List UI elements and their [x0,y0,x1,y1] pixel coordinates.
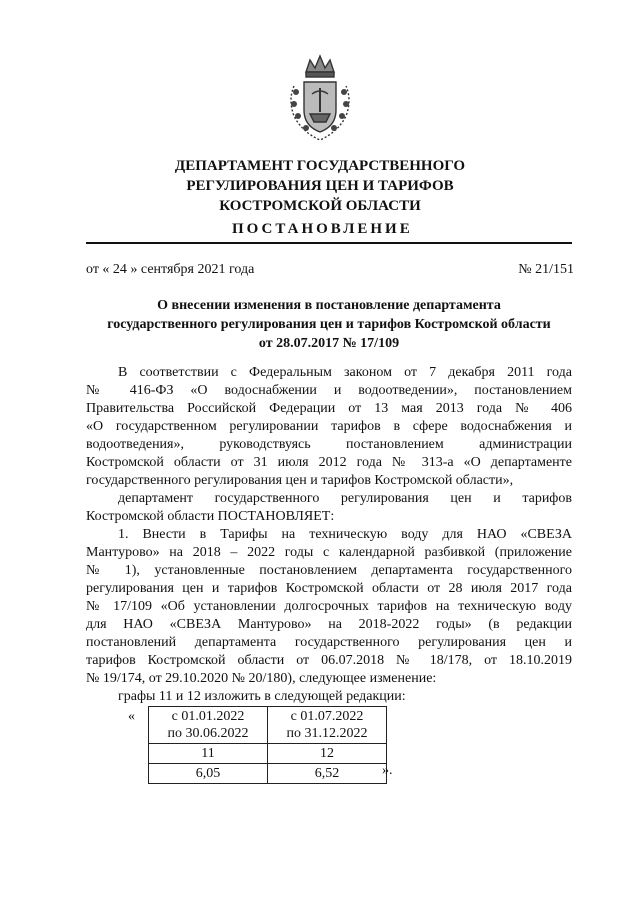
tariff-value-cell: 6,05 [149,764,268,784]
header-divider [86,242,572,244]
subject-line-1: О внесении изменения в постановление департамента [157,298,501,313]
body-line: регулирования цен и тарифов Костромской области от 28 июля 2017 года [86,581,572,596]
table-close-quote: ». [382,763,393,778]
table-header-cell [268,707,387,744]
document-number: № 21/151 [518,262,574,277]
table-open-quote: « [128,709,135,724]
column-number-cell: 11 [149,744,268,764]
body-line: 1. Внести в Тарифы на техническую воду для НАО «СВЕЗА [118,527,572,542]
body-line: Правительства Российской Федерации от 13 мая 2013 года № 406 [86,401,572,416]
subject-line-2: государственного регулирования цен и тарифов Костромской области [107,317,551,332]
body-line: «О государственном регулировании тарифов в сфере водоснабжения и [86,419,572,434]
period-end: по 30.06.2022 [167,726,249,741]
body-line: № 416-ФЗ «О водоснабжении и водоотведении», постановлением [86,383,572,398]
body-line: Костромской области ПОСТАНОВЛЯЕТ: [86,509,335,524]
period-end: по 31.12.2022 [286,726,368,741]
table-row [149,707,387,744]
table-row [149,764,387,784]
period-start: с 01.07.2022 [290,709,364,724]
table-row [149,744,387,764]
body-line: департамент государственного регулирования цен и тарифов [118,491,572,506]
body-line: тарифов Костромской области от 06.07.2018 № 18/178, от 18.10.2019 [86,653,572,668]
body-line: № 19/174, от 29.10.2020 № 20/180), следующее изменение: [86,671,437,686]
body-line: № 1), установленные постановлением департамента государственного [86,563,572,578]
org-name-line-3: КОСТРОМСКОЙ ОБЛАСТИ [219,198,421,214]
column-number-cell: 12 [268,744,387,764]
body-line: В соответствии с Федеральным законом от 7 декабря 2011 года [118,365,572,380]
body-line: водоотведения», руководствуясь постановлением администрации [86,437,572,452]
table-header-cell [149,707,268,744]
body-line: Мантурово» на 2018 – 2022 годы с календарной разбивкой (приложение [86,545,572,560]
period-start: с 01.01.2022 [171,709,245,724]
coat-of-arms-emblem [284,52,356,146]
body-line: постановлений департамента государственного регулирования цен и [86,635,572,650]
body-line: графы 11 и 12 изложить в следующей редакции: [118,689,406,704]
body-line: государственного регулирования цен и тарифов Костромской области», [86,473,514,488]
tariff-table [148,706,387,784]
tariff-value-cell: 6,52 [268,764,387,784]
org-name-line-1: ДЕПАРТАМЕНТ ГОСУДАРСТВЕННОГО [174,158,466,174]
document-type-title: ПОСТАНОВЛЕНИЕ [232,221,413,237]
subject-line-3: от 28.07.2017 № 17/109 [258,336,400,351]
document-date: от « 24 » сентября 2021 года [86,262,255,277]
body-line: № 17/109 «Об установлении долгосрочных тарифов на техническую воду [86,599,572,614]
body-line: Костромской области от 31 июля 2012 года № 313-а «О департаменте [86,455,572,470]
org-name-line-2: РЕГУЛИРОВАНИЯ ЦЕН И ТАРИФОВ [186,178,454,194]
body-line: для НАО «СВЕЗА Мантурово» на 2018-2022 годы» (в редакции [86,617,572,632]
